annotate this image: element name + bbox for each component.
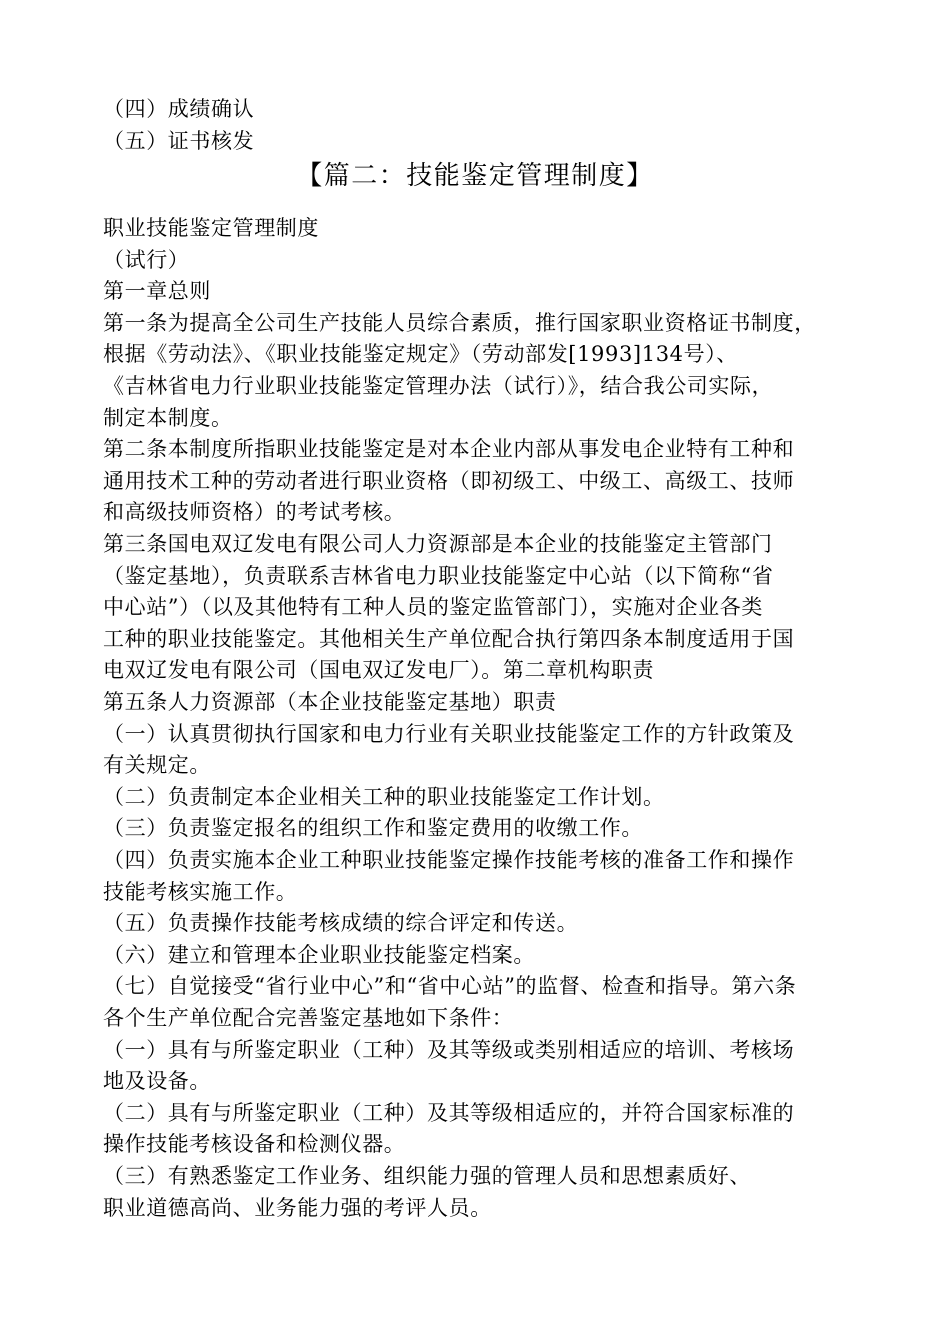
pre-line-2: （五）证书核发 (103, 129, 255, 153)
body-line: 通用技术工种的劳动者进行职业资格（即初级工、中级工、高级工、技师 (103, 468, 795, 493)
body-line: 地及设备。 (103, 1069, 211, 1094)
pre-line-1: （四）成绩确认 (103, 97, 255, 121)
body-line: （七）自觉接受“省行业中心”和“省中心站”的监督、检查和指导。第六条 (103, 974, 797, 999)
body-line: 电双辽发电有限公司（国电双辽发电厂）。第二章机构职责 (103, 658, 655, 683)
body-line: （一）具有与所鉴定职业（工种）及其等级或类别相适应的培训、考核场 (103, 1037, 795, 1062)
body-line: （五）负责操作技能考核成绩的综合评定和传送。 (103, 911, 579, 936)
body-line: （二）负责制定本企业相关工种的职业技能鉴定工作计划。 (103, 784, 665, 809)
body-line: 职业技能鉴定管理制度 (103, 216, 319, 240)
body-line: 第一条为提高全公司生产技能人员综合素质，推行国家职业资格证书制度， (103, 310, 816, 335)
body-line: 第三条国电双辽发电有限公司人力资源部是本企业的技能鉴定主管部门 (103, 532, 773, 556)
body-line: 《吉林省电力行业职业技能鉴定管理办法（试行）》，结合我公司实际， (103, 374, 774, 398)
body-line: 技能考核实施工作。 (103, 879, 298, 904)
body-line: 操作技能考核设备和检测仪器。 (103, 1132, 406, 1157)
body-line: 第五条人力资源部（本企业技能鉴定基地）职责 (103, 690, 557, 714)
body-line: （三）有熟悉鉴定工作业务、组织能力强的管理人员和思想素质好、 (103, 1164, 751, 1188)
body-line: （一）认真贯彻执行国家和电力行业有关职业技能鉴定工作的方针政策及 (103, 721, 795, 746)
body-line: 第二条本制度所指职业技能鉴定是对本企业内部从事发电企业特有工种和 (103, 437, 795, 462)
body-line: （试行） (103, 247, 190, 272)
body-line: 和高级技师资格）的考试考核。 (103, 500, 406, 525)
body-line: 第一章总则 (103, 279, 211, 304)
body-line: 根据《劳动法》、《职业技能鉴定规定》（劳动部发[1993]134号）、 (103, 342, 738, 367)
body-line: （鉴定基地），负责联系吉林省电力职业技能鉴定中心站（以下简称“省 (103, 563, 774, 588)
body-line: （二）具有与所鉴定职业（工种）及其等级相适应的，并符合国家标准的 (103, 1100, 795, 1125)
body-line: 中心站”）（以及其他特有工种人员的鉴定监管部门），实施对企业各类 (103, 595, 763, 620)
body-line: 工种的职业技能鉴定。其他相关生产单位配合执行第四条本制度适用于国 (103, 626, 795, 651)
body-line: （六）建立和管理本企业职业技能鉴定档案。 (103, 942, 535, 967)
body-line: 各个生产单位配合完善鉴定基地如下条件： (103, 1006, 514, 1030)
body-line: 有关规定。 (103, 753, 211, 778)
body-line: 职业道德高尚、业务能力强的考评人员。 (103, 1195, 492, 1220)
body-line: 制定本制度。 (103, 405, 233, 430)
section-title: 【篇二：技能鉴定管理制度】 (296, 161, 654, 191)
body-line: （四）负责实施本企业工种职业技能鉴定操作技能考核的准备工作和操作 (103, 848, 795, 872)
body-line: （三）负责鉴定报名的组织工作和鉴定费用的收缴工作。 (103, 816, 643, 841)
